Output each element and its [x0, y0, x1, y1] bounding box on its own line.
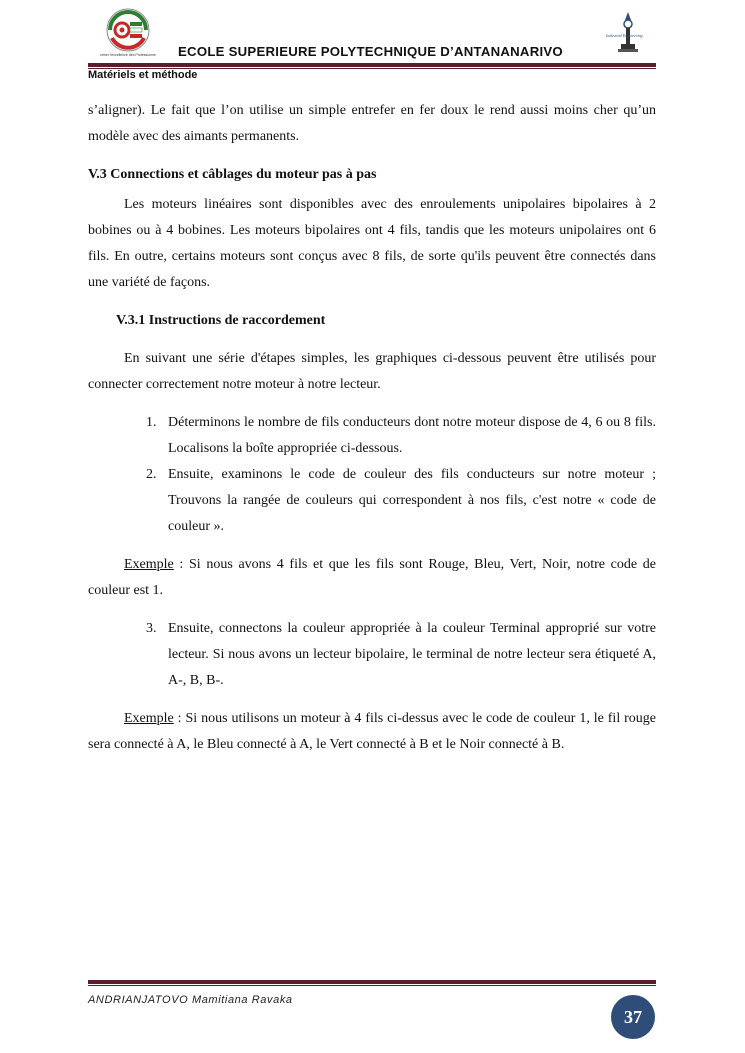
example-1	[88, 552, 656, 604]
document-body	[88, 98, 656, 758]
list-number: 3.	[146, 621, 157, 636]
school-logo	[100, 8, 156, 58]
list-text: Ensuite, examinons le code de couleur des fils conducteurs sur notre moteur ; Trouvons la rangée de couleurs qui correspondent à nos fils, c'est notre « code de couleur ».	[168, 467, 656, 534]
page-number-badge: 37	[611, 995, 655, 1039]
heading-v3: V.3 Connections et câblages du moteur pas à pas	[88, 167, 377, 182]
school-name: ECOLE SUPERIEURE POLYTECHNIQUE D’ANTANANARIVO	[178, 44, 563, 59]
instruction-list-1	[88, 410, 656, 540]
example-text: : Si nous avons 4 fils et que les fils sont Rouge, Bleu, Vert, Noir, notre code de couleur est 1.	[88, 557, 656, 598]
section-label: Matériels et méthode	[88, 69, 198, 81]
heading-v3-1: V.3.1 Instructions de raccordement	[116, 313, 326, 328]
paragraph-continuation: s’aligner). Le fait que l’on utilise un simple entrefer en fer doux le rend aussi moins cher qu’un modèle avec des aimants permanents.	[88, 103, 656, 144]
list-number: 2.	[146, 467, 157, 482]
footer-divider	[88, 980, 656, 984]
list-number: 1.	[146, 415, 157, 430]
example-label: Exemple	[124, 711, 174, 726]
header-divider	[88, 63, 656, 67]
logo-text: Industrial Engineering	[606, 33, 643, 38]
paragraph-motors: Les moteurs linéaires sont disponibles avec des enroulements unipolaires bipolaires à 2 bobines ou à 4 bobines. Les moteurs bipolaires ont 4 fils, tandis que les moteurs unipolaires ont 6 fils. En outre, certains moteurs sont conçus avec 8 fils, de sorte qu'ils peuvent être connectés dans une variété de façons.	[88, 197, 656, 290]
instruction-list-2	[88, 616, 656, 694]
example-2	[88, 706, 656, 758]
paragraph-instructions: En suivant une série d'étapes simples, les graphiques ci-dessous peuvent être utilisés pour connecter correctement notre moteur à notre lecteur.	[88, 351, 656, 392]
example-label: Exemple	[124, 557, 174, 572]
list-text: Ensuite, connectons la couleur appropriée à la couleur Terminal approprié sur votre lecteur. Si nous avons un lecteur bipolaire, le terminal de notre lecteur sera étiqueté A, A-, B, B-.	[168, 621, 656, 688]
list-item	[88, 462, 656, 540]
author-name: ANDRIANJATOVO Mamitiana Ravaka	[88, 994, 293, 1006]
logo-tagline: Former l'excellence des Professionnels	[100, 53, 156, 57]
list-item	[88, 410, 656, 462]
department-logo	[600, 10, 658, 60]
list-item	[88, 616, 656, 694]
footer-divider-thin	[88, 985, 656, 986]
list-text: Déterminons le nombre de fils conducteurs dont notre moteur dispose de 4, 6 ou 8 fils. Localisons la boîte appropriée ci-dessous.	[168, 415, 656, 456]
example-text: : Si nous utilisons un moteur à 4 fils ci-dessus avec le code de couleur 1, le fil rouge sera connecté à A, le Bleu connecté à A, le Vert connecté à B et le Noir connecté à B.	[88, 711, 656, 752]
